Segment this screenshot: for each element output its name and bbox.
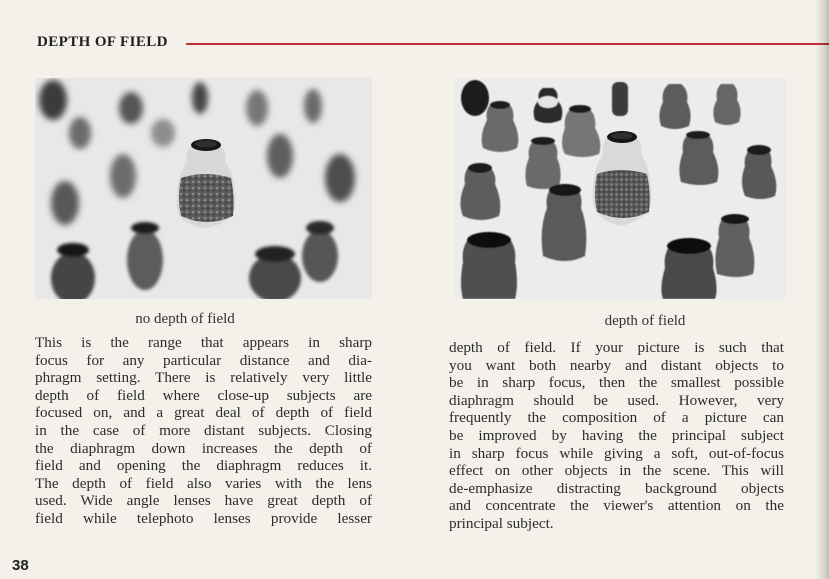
section-heading: DEPTH OF FIELD [37,34,168,50]
text-line: effect on other objects in the scene. This will [449,462,784,480]
vases-photo-sharp [455,78,787,299]
text-line: This is the range that appears in sharp [35,334,372,351]
page-number: 38 [12,557,29,574]
photo-depth-of-field [455,78,787,299]
text-line: field and opening the diaphragm reduces it. [35,457,372,475]
text-line: be in sharp focus, then the smallest possible [449,374,784,392]
text-line: phragm setting. There is relatively very little [35,369,372,387]
photo-no-depth-of-field [35,78,372,299]
heading-rule [186,43,829,45]
text-line: field while telephoto lenses provide lesser [35,509,372,527]
text-line: focus for any particular distance and dia- [35,351,372,369]
caption-depth-of-field: depth of field [604,313,686,329]
text-line: the diaphragm down increases the depth of [35,439,372,457]
text-line: diaphragm should be used. However, very [449,391,784,409]
vases-photo-blurred [35,78,372,299]
text-line: you want both nearby and distant objects to [449,356,784,374]
caption-no-depth-of-field: no depth of field [135,311,235,327]
text-line: in sharp focus while giving a soft, out-of-focus [449,444,784,462]
text-line: The depth of field also varies with the lens [35,474,372,492]
text-line: principal subject. [449,514,554,532]
text-line: in the case of more distant subjects. Closing [35,421,372,439]
body-text-left-column [35,334,372,528]
text-line: and concentrate the viewer's attention on the [449,497,784,515]
text-line: frequently the composition of a picture can [449,409,784,427]
text-line: used. Wide angle lenses have great depth of [35,492,372,510]
text-line: focused on, and a great deal of depth of field [35,404,372,422]
text-line: be improved by having the principal subject [449,426,784,444]
text-line: de-emphasize distracting background objects [449,479,784,497]
text-line: depth of field where close-up subjects are [35,386,372,404]
text-line: depth of field. If your picture is such that [449,339,784,356]
page-binding-shadow [815,0,829,579]
body-text-right-column [449,339,784,533]
